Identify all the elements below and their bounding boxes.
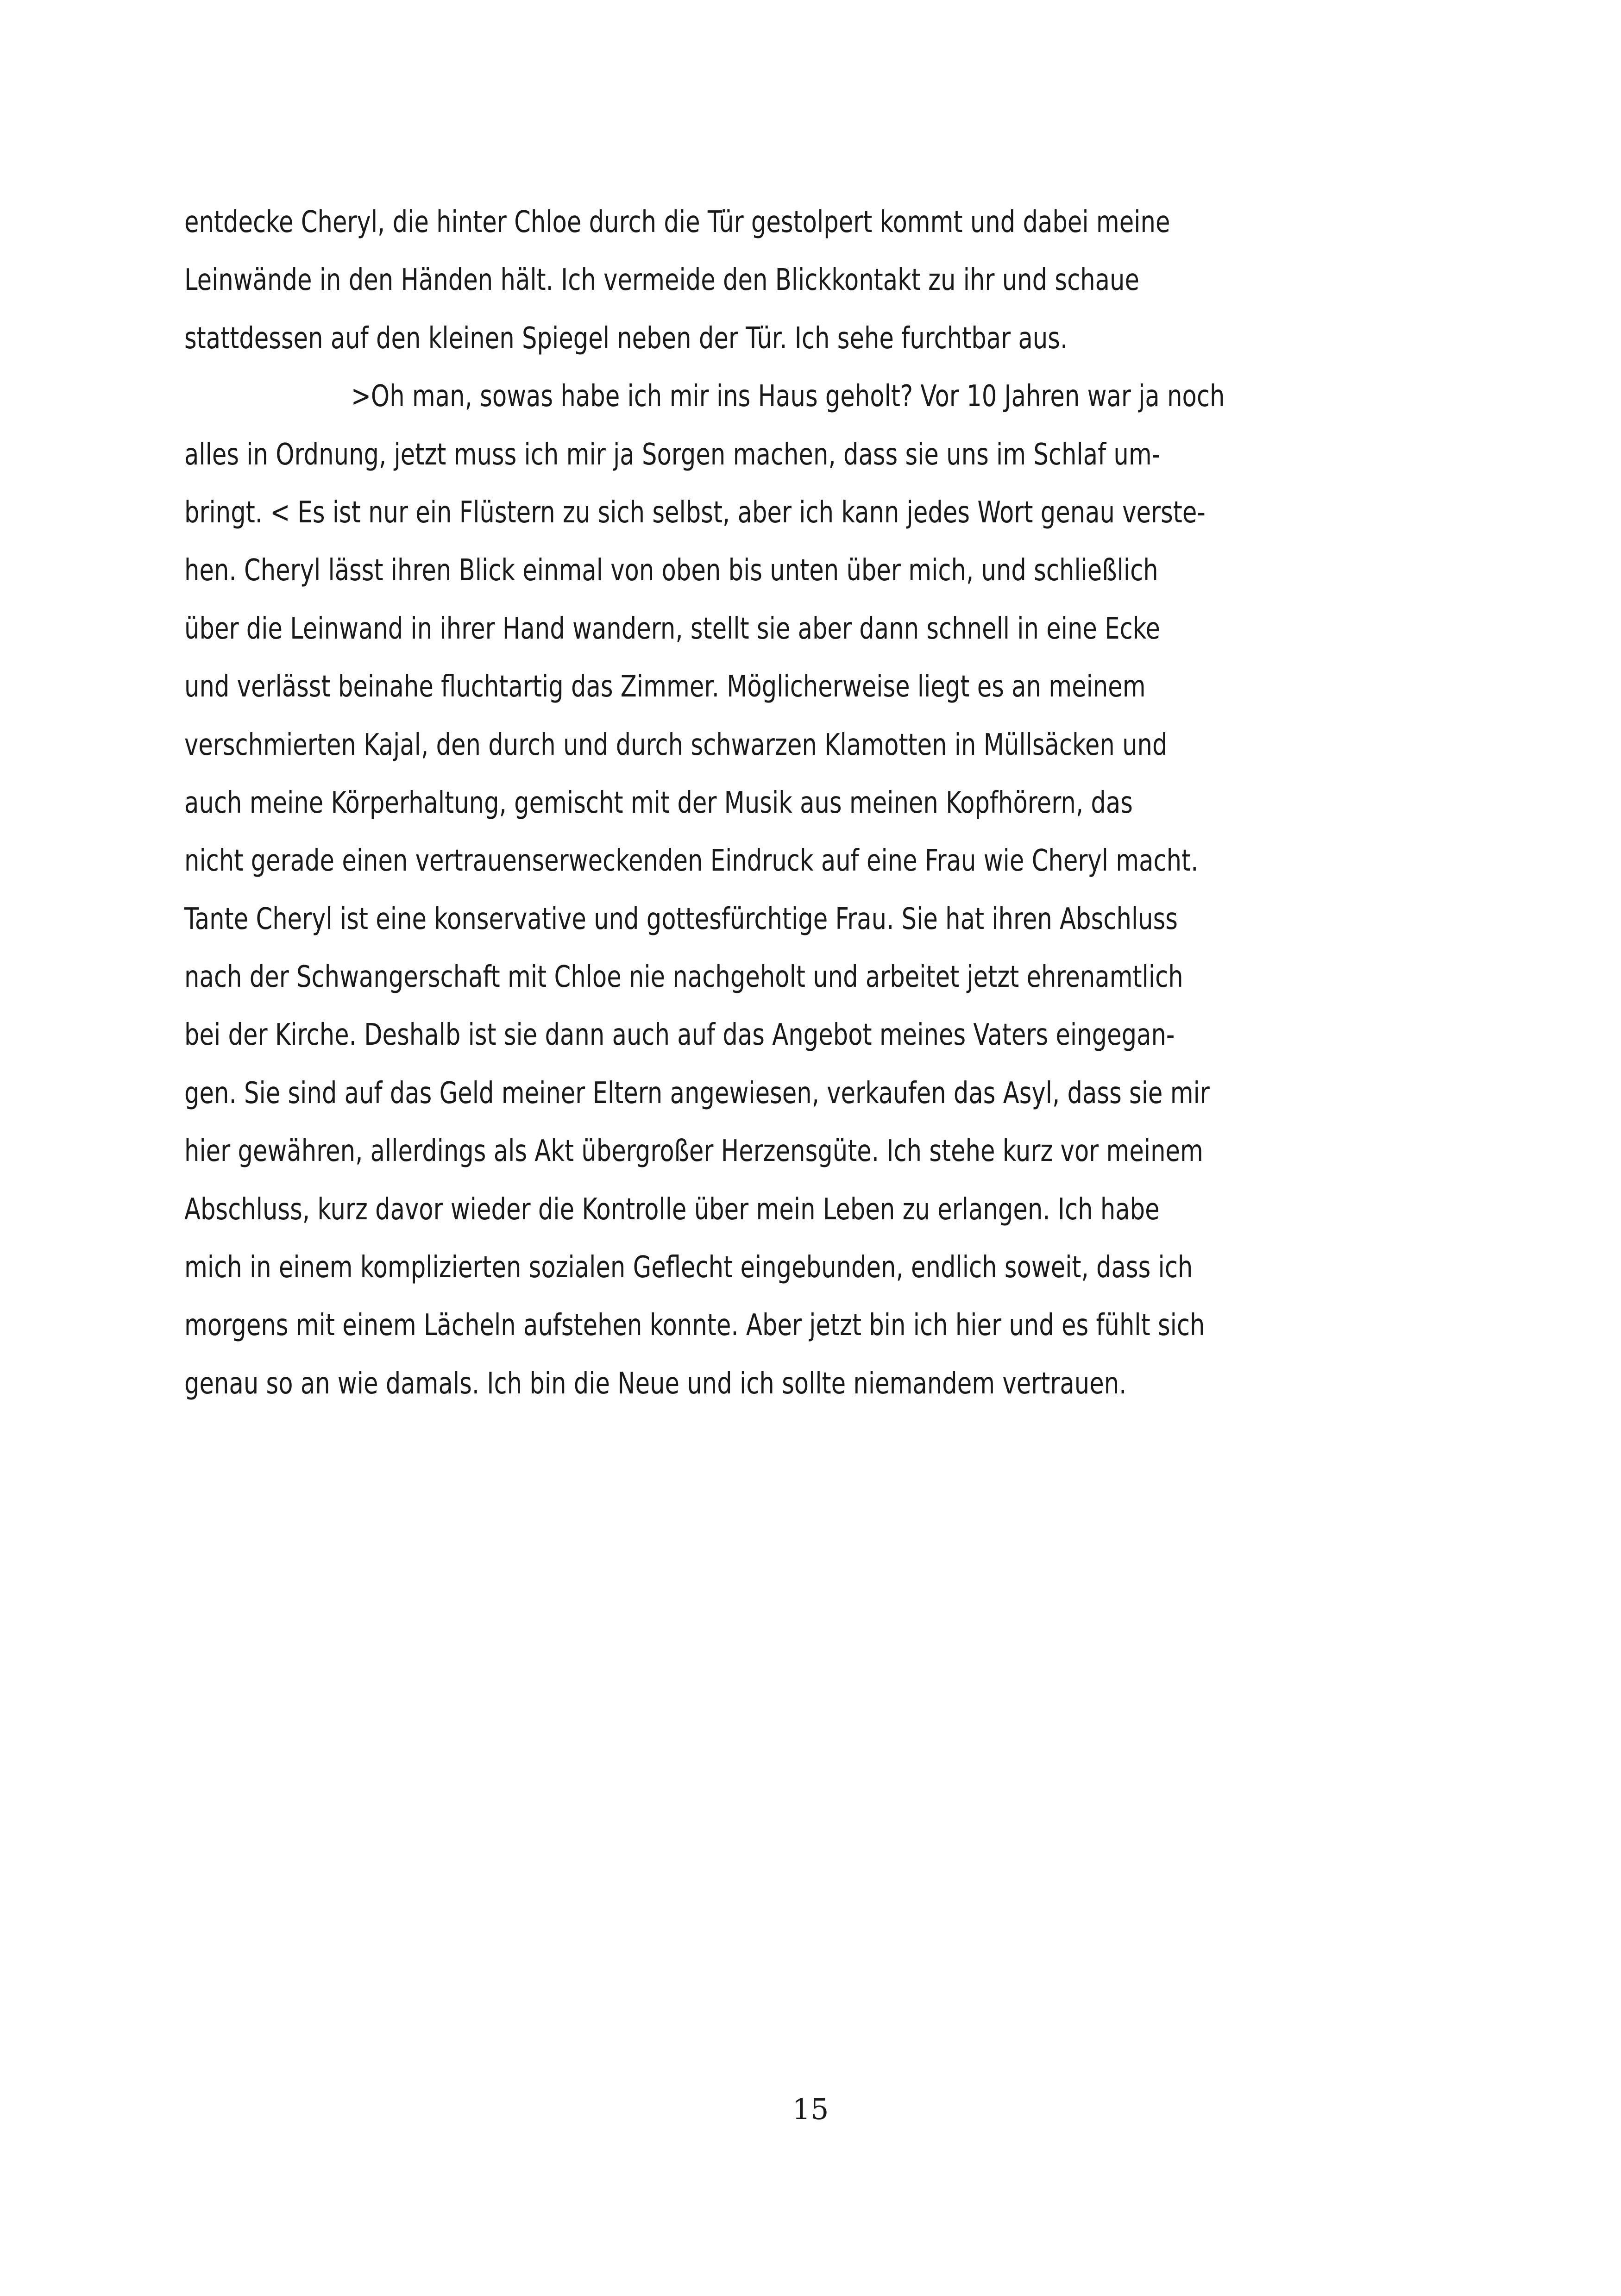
text-line: bringt. < Es ist nur ein Flüstern zu sich selbst, aber ich kann jedes Wort genau verste- [184, 495, 1206, 530]
text-line: stattdessen auf den kleinen Spiegel neben der Tür. Ich sehe furchtbar aus. [184, 321, 1068, 356]
text-line: und verlässt beinahe fluchtartig das Zimmer. Möglicherweise liegt es an meinem [184, 670, 1146, 704]
text-line: gen. Sie sind auf das Geld meiner Eltern angewiesen, verkaufen das Asyl, dass sie mir [184, 1076, 1210, 1110]
text-line: alles in Ordnung, jetzt muss ich mir ja Sorgen machen, dass sie uns im Schlaf um- [184, 437, 1161, 472]
text-line: morgens mit einem Lächeln aufstehen konnte. Aber jetzt bin ich hier und es fühlt sich [184, 1308, 1205, 1343]
text-line: Leinwände in den Händen hält. Ich vermeide den Blickkontakt zu ihr und schaue [184, 263, 1139, 298]
text-line: nicht gerade einen vertrauenserweckenden Eindruck auf eine Frau wie Cheryl macht. [184, 844, 1199, 878]
text-line: Abschluss, kurz davor wieder die Kontrolle über mein Leben zu erlangen. Ich habe [184, 1192, 1160, 1227]
text-line: entdecke Cheryl, die hinter Chloe durch die Tür gestolpert kommt und dabei meine [184, 205, 1170, 239]
text-line: verschmierten Kajal, den durch und durch schwarzen Klamotten in Müllsäcken und [184, 728, 1168, 762]
text-line: über die Leinwand in ihrer Hand wandern, stellt sie aber dann schnell in eine Ecke [184, 611, 1161, 646]
text-line: genau so an wie damals. Ich bin die Neue und ich sollte niemandem vertrauen. [184, 1366, 1127, 1401]
text-line: hier gewähren, allerdings als Akt übergroßer Herzensgüte. Ich stehe kurz vor meinem [184, 1134, 1203, 1169]
text-line: nach der Schwangerschaft mit Chloe nie nachgeholt und arbeitet jetzt ehrenamtlich [184, 960, 1183, 995]
text-line: auch meine Körperhaltung, gemischt mit der Musik aus meinen Kopfhörern, das [184, 785, 1133, 820]
text-line: bei der Kirche. Deshalb ist sie dann auch auf das Angebot meines Vaters eingegan- [184, 1018, 1175, 1053]
page-number: 15 [792, 2092, 829, 2126]
text-line: >Oh man, sowas habe ich mir ins Haus geholt? Vor 10 Jahren war ja noch [351, 379, 1225, 414]
text-line: Tante Cheryl ist eine konservative und gottesfürchtige Frau. Sie hat ihren Abschluss [184, 902, 1178, 936]
text-line: mich in einem komplizierten sozialen Geflecht eingebunden, endlich soweit, dass ich [184, 1250, 1193, 1285]
text-line: hen. Cheryl lässt ihren Blick einmal von oben bis unten über mich, und schließlich [184, 553, 1158, 588]
body-text [184, 194, 1463, 1413]
